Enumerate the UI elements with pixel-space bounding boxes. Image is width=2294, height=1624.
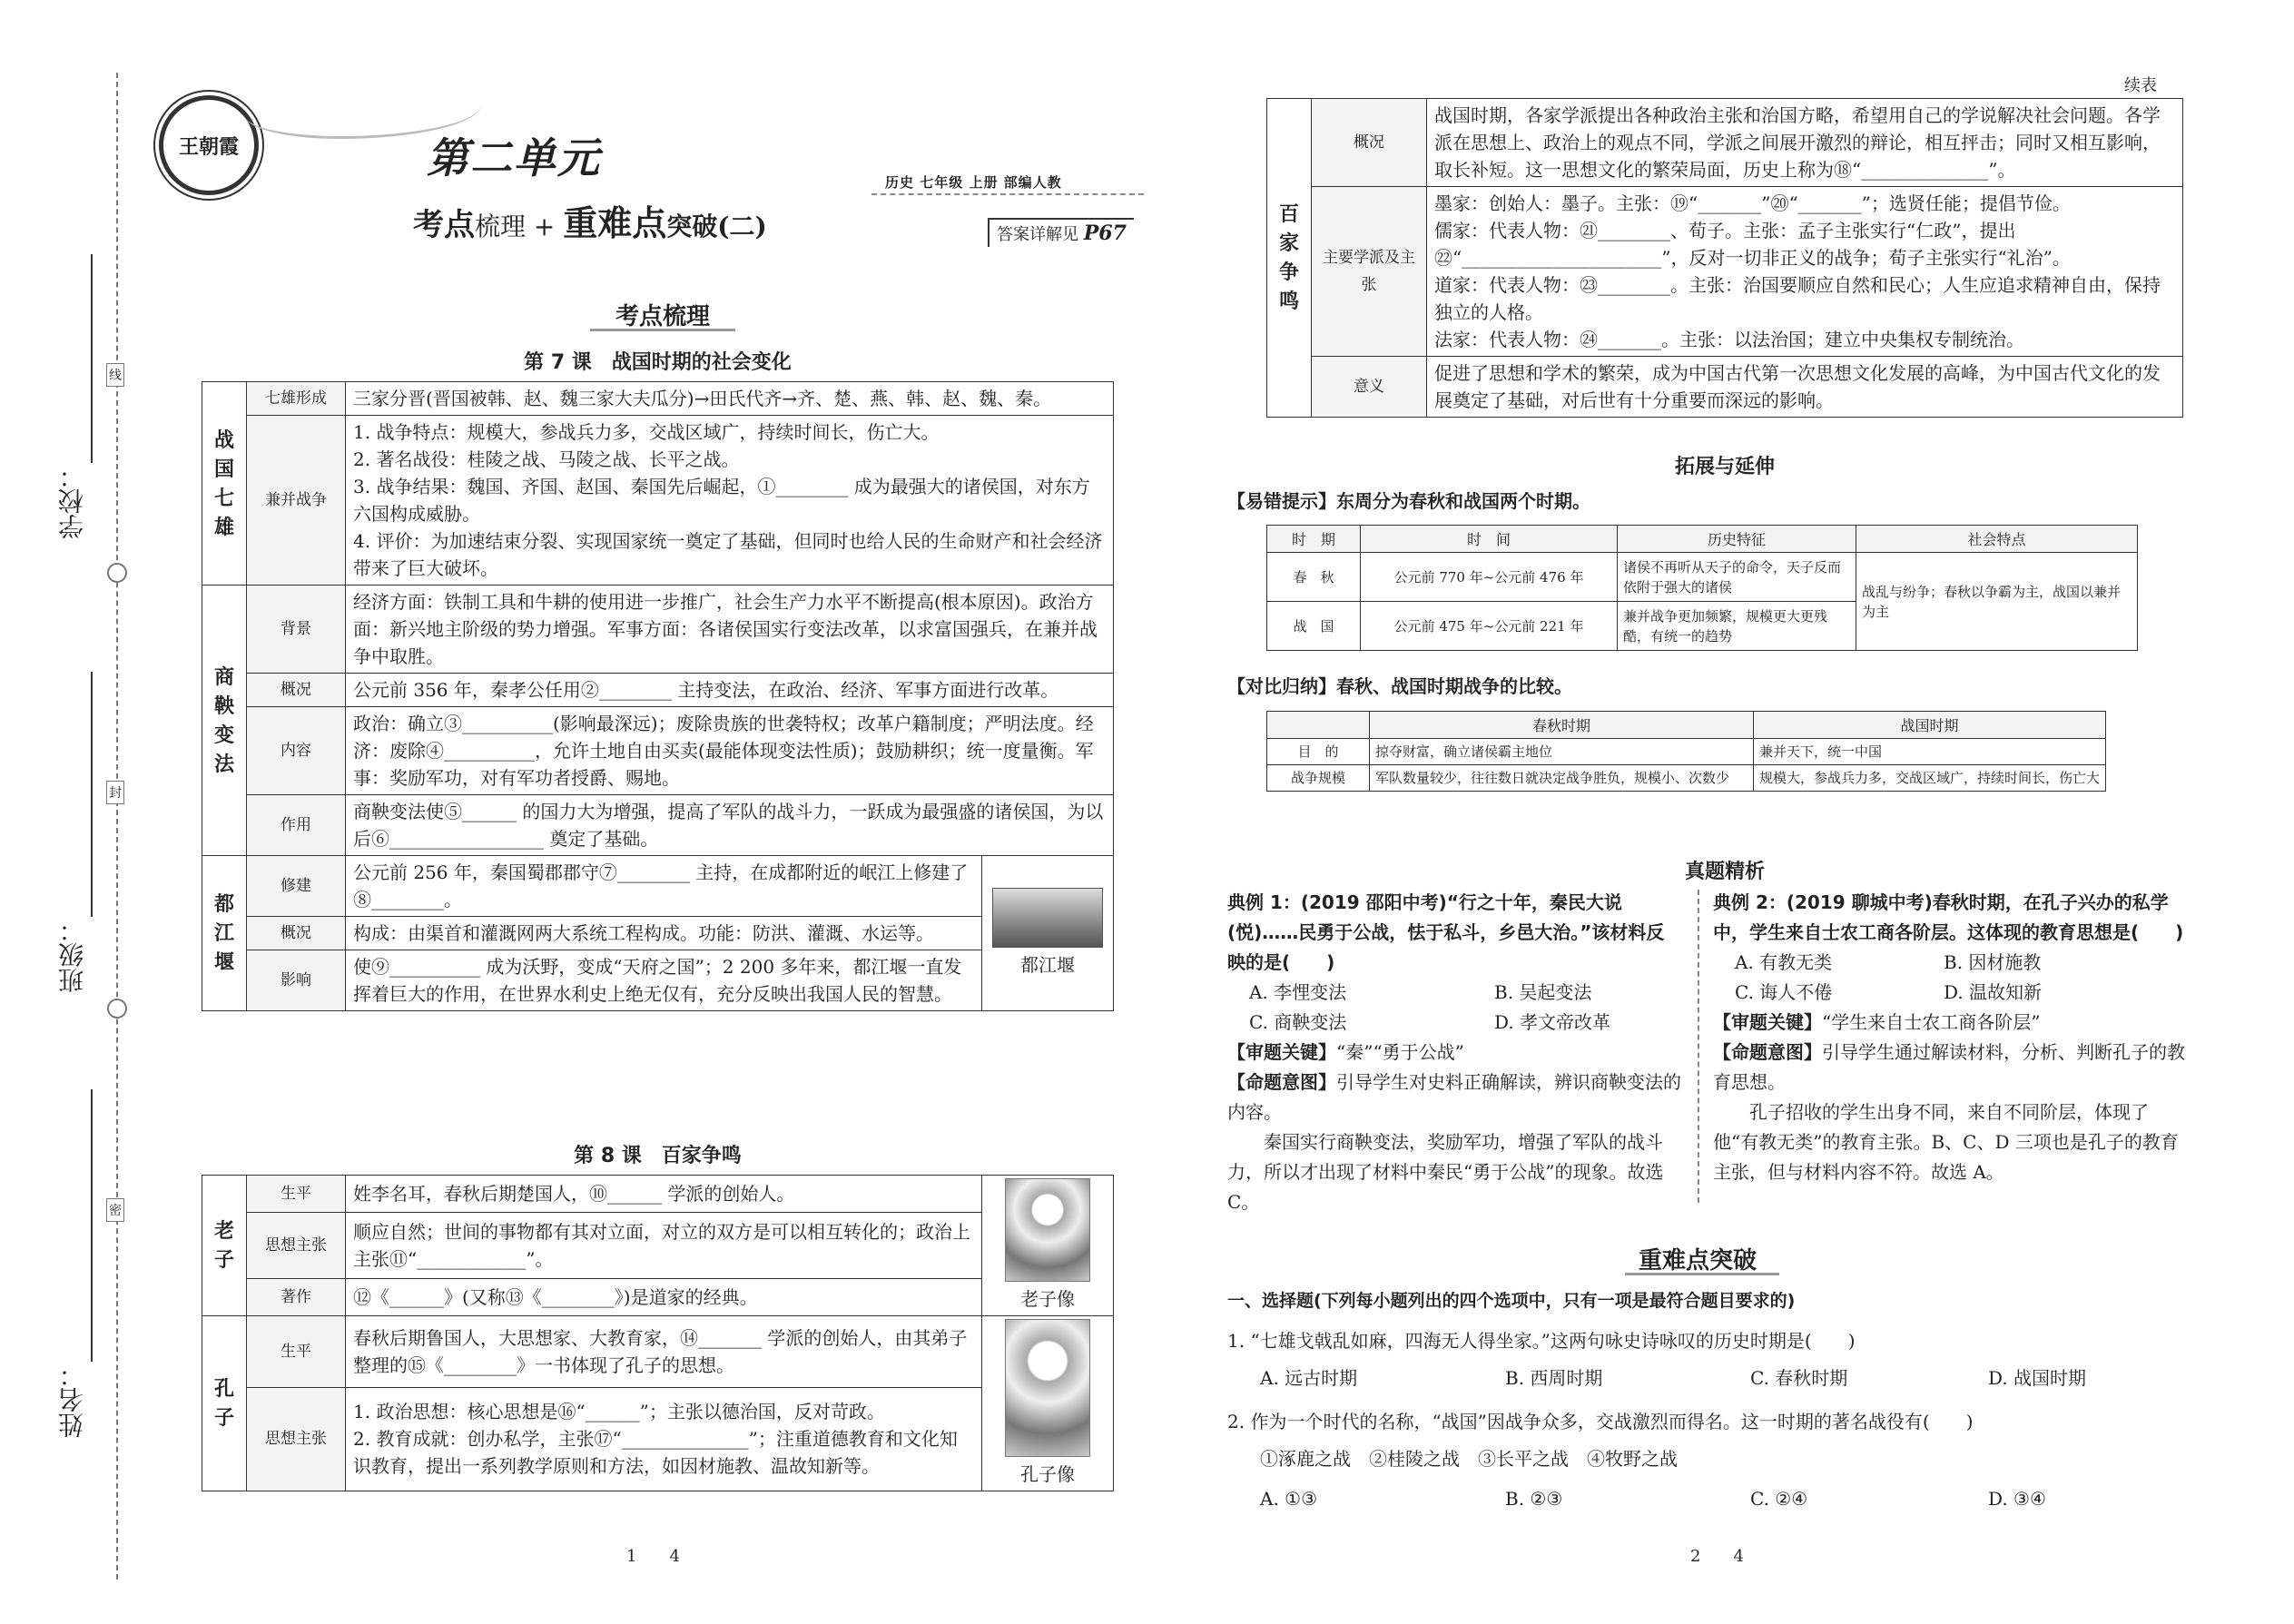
option-row [1227, 1358, 2190, 1398]
option-b[interactable]: B. ②③ [1505, 1488, 1563, 1510]
page-subtitle [413, 195, 767, 245]
list-item: 儒家：代表人物：㉑________、荀子。主张：孟子主张实行“仁政”，提出㉒“______________________”，反对一切非正义的战争；荀子主张实行“礼治”。 [1434, 220, 2071, 269]
table-row [1267, 712, 2106, 739]
section-shangyang: 商鞅变法 [202, 586, 247, 856]
unit-title: 第二单元 [427, 133, 601, 182]
column-header: 战国时期 [1754, 712, 2106, 739]
section-baijia: 百家争鸣 [1267, 99, 1312, 418]
option-d[interactable]: D. ③④ [1988, 1488, 2046, 1510]
row-label: 思想主张 [247, 1212, 346, 1279]
section-heading: 一、选择题(下列每小题列出的四个选项中，只有一项是最符合题目要求的) [1227, 1291, 1796, 1311]
list-item: 4. 评价：为加速结束分裂、实现国家统一奠定了基础，但同时也给人民的生命财产和社会经济带来了巨大破坏。 [353, 530, 1103, 579]
option-row [1227, 978, 1681, 1008]
table-row [202, 856, 1114, 917]
baijia-table [1266, 98, 2183, 418]
header-dashed-line [871, 193, 1144, 195]
option-d[interactable]: D. 孝文帝改革 [1494, 1011, 1611, 1033]
table-cell: 规模大，参战兵力多，交战区域广，持续时间长，伤亡大 [1754, 765, 2106, 792]
lesson7-table [202, 381, 1114, 1011]
option-b[interactable]: B. 西周时期 [1505, 1367, 1603, 1389]
tip-duibi [1227, 672, 1572, 702]
option-row [1713, 978, 2185, 1008]
option-c[interactable]: C. 商鞅变法 [1249, 1011, 1347, 1033]
lesson8-table [202, 1175, 1114, 1491]
row-label: 兼并战争 [247, 416, 346, 586]
row-text: 构成：由渠首和灌溉网两大系统工程构成。功能：防洪、灌溉、水运等。 [346, 917, 982, 950]
row-label: 概况 [1312, 99, 1427, 187]
table-row [202, 1316, 1114, 1388]
option-a[interactable]: A. ①③ [1260, 1488, 1318, 1510]
book-tags: 历史 七年级 上册 部编人教 [885, 174, 1062, 191]
option-c[interactable]: C. 春秋时期 [1750, 1367, 1848, 1389]
row-label: 生平 [247, 1316, 346, 1388]
row-label: 主要学派及主张 [1312, 187, 1427, 357]
row-text: 姓李名耳，春秋后期楚国人，⑩______ 学派的创始人。 [346, 1176, 982, 1213]
class-label: 班级： [57, 917, 87, 993]
table-cell: 战 国 [1267, 602, 1361, 651]
row-text: 战国时期，各家学派提出各种政治主张和治国方略，希望用自己的学说解决社会问题。各学派在思想上、政治上的观点不同，学派之间展开激烈的辩论，相互抨击；同时又相互影响，取长补短。这一思想文化的繁荣局面，历史上称为⑱“______________”。 [1427, 99, 2183, 187]
row-label: 背景 [247, 586, 346, 674]
option-d[interactable]: D. 温故知新 [1944, 981, 2043, 1003]
section-kongzi: 孔子 [202, 1316, 247, 1491]
column-header [1267, 712, 1370, 739]
table-row [202, 1279, 1114, 1316]
option-row [1227, 1479, 2190, 1519]
option-row [1713, 948, 2185, 978]
image-caption: 老子像 [1020, 1288, 1075, 1310]
lesson7-title: 第 7 课 战国时期的社会变化 [524, 351, 792, 374]
tip-label: 【对比归纳】 [1227, 675, 1336, 697]
table-row [202, 1212, 1114, 1279]
row-label: 著作 [247, 1279, 346, 1316]
tip-yicuo [1227, 487, 1590, 517]
intent: 【命题意图】引导学生对史料正确解读，辨识商鞅变法的内容。 [1227, 1071, 1681, 1123]
question-1 [1227, 1324, 2190, 1398]
row-label: 思想主张 [247, 1387, 346, 1491]
zhenti-title: 真题精析 [1684, 861, 1765, 883]
tip-label: 【易错提示】 [1227, 490, 1336, 512]
section-zhanguo: 战国七雄 [202, 382, 247, 586]
binding-margin [0, 0, 145, 1624]
question-stem: 典例 2：(2019 聊城中考)春秋时期，在孔子兴办的私学中，学生来自士农工商各阶层。这体现的教育思想是( ) [1713, 891, 2184, 943]
table-cell: 春 秋 [1267, 553, 1361, 602]
page-number-right: 2 4 [1690, 1547, 1744, 1566]
row-label: 作用 [247, 795, 346, 856]
subtitle-kaodian: 考点 [413, 207, 475, 243]
row-text: 促进了思想和学术的繁荣，成为中国古代第一次思想文化发展的高峰，为中国古代文化的发展奠定了基础，对后世有十分重要而深远的影响。 [1427, 357, 2183, 418]
table-cell: 诸侯不再听从天子的命令，天子反而依附于强大的诸侯 [1618, 553, 1856, 602]
logo-seal-icon: 王朝霞 [159, 95, 259, 195]
row-text: 商鞅变法使⑤______ 的国力大为增强，提高了军队的战斗力，一跃成为最强盛的诸侯国，为以后⑥_________________ 奠定了基础。 [346, 795, 1114, 856]
tuozhan-title: 拓展与延伸 [1674, 456, 1775, 478]
option-c[interactable]: C. 诲人不倦 [1735, 981, 1833, 1003]
zhongnan-title: 重难点突破 [1638, 1247, 1757, 1275]
column-header: 春秋时期 [1370, 712, 1754, 739]
question-items: ①涿鹿之战 ②桂陵之战 ③长平之战 ④牧野之战 [1260, 1448, 1678, 1470]
answer-reference: 答案详解见 P67 [988, 218, 1134, 247]
row-text [1427, 187, 2183, 357]
list-item: 3. 战争结果：魏国、齐国、赵国、秦国先后崛起，①________ 成为最强大的诸侯国，对东方六国构成威胁。 [353, 476, 1090, 525]
table-row [202, 1387, 1114, 1491]
table-cell: 战乱与纷争；春秋以争霸为主，战国以兼并为主 [1856, 553, 2138, 651]
option-d[interactable]: D. 战国时期 [1988, 1367, 2087, 1389]
table-cell: 公元前 475 年~公元前 221 年 [1361, 602, 1618, 651]
row-text: 顺应自然；世间的事物都有其对立面，对立的双方是可以相互转化的；政治上主张⑪“____________”。 [346, 1212, 982, 1279]
table-row [1267, 739, 2106, 765]
table-cell: 军队数量较少，往往数日就决定战争胜负，规模小、次数少 [1370, 765, 1754, 792]
kongzi-image-cell [982, 1316, 1114, 1491]
binding-hole-icon [107, 563, 127, 583]
row-label: 修建 [247, 856, 346, 917]
list-item: 道家：代表人物：㉓________。主张：治国要顺应自然和民心；人生应追求精神自由，保持独立的人格。 [1434, 274, 2161, 323]
subtitle-shuli: 梳理 + [475, 212, 564, 241]
kongzi-portrait [1005, 1319, 1090, 1457]
brand-logo [159, 95, 259, 195]
table-cell: 掠夺财富，确立诸侯霸主地位 [1370, 739, 1754, 765]
table-row [202, 707, 1114, 795]
list-item: 1. 政治思想：核心思想是⑯“______”；主张以德治国，反对苛政。 [353, 1401, 885, 1423]
option-a[interactable]: A. 远古时期 [1260, 1367, 1358, 1389]
dujiangyan-image-cell [982, 856, 1114, 1011]
row-label: 影响 [247, 950, 346, 1011]
class-underline [91, 672, 93, 917]
question-stem: 典例 1：(2019 邵阳中考)“行之十年，秦民大说(悦)……民勇于公战，怯于私斗，乡邑大治。”该材料反映的是( ) [1227, 891, 1665, 973]
section-laozi: 老子 [202, 1176, 247, 1316]
list-item: 墨家：创始人：墨子。主张：⑲“_______”⑳“_______”；选贤任能；提倡节俭。 [1434, 192, 2071, 214]
table-row [1267, 553, 2138, 602]
row-label: 内容 [247, 707, 346, 795]
table-row [202, 917, 1114, 950]
table-row [202, 586, 1114, 674]
table-row [1267, 187, 2183, 357]
name-underline [91, 1089, 93, 1362]
analysis: 秦国实行商鞅变法，奖励军功，增强了军队的战斗力，所以才出现了材料中秦民“勇于公战”的现象。故选 C。 [1227, 1131, 1664, 1213]
column-header: 历史特征 [1618, 526, 1856, 553]
table-cell: 战争规模 [1267, 765, 1370, 792]
column-header: 时 期 [1267, 526, 1361, 553]
subtitle-zhongnandian: 重难点 [563, 202, 667, 243]
continued-label: 续表 [2124, 76, 2157, 95]
school-label: 学校： [57, 463, 87, 539]
row-label: 生平 [247, 1176, 346, 1213]
row-text: ⑫《______》(又称⑬《________》)是道家的经典。 [346, 1279, 982, 1316]
list-item: 2. 教育成就：创办私学，主张⑰“______________”；注重道德教育和文化知识教育，提出一系列教学原则和方法，如因材施教、温故知新等。 [353, 1428, 958, 1478]
name-label: 姓名： [57, 1362, 87, 1438]
section-dujiangyan: 都江堰 [202, 856, 247, 1011]
laozi-image-cell [982, 1176, 1114, 1316]
row-text: 公元前 356 年，秦孝公任用②________ 主持变法，在政治、经济、军事方面进行改革。 [346, 674, 1114, 707]
table-row [202, 382, 1114, 416]
row-label: 概况 [247, 674, 346, 707]
column-header: 社会特点 [1856, 526, 2138, 553]
page-number-left: 1 4 [626, 1547, 680, 1566]
option-b[interactable]: B. 吴起变法 [1494, 981, 1592, 1003]
table-row [1267, 357, 2183, 418]
table-row [202, 1176, 1114, 1213]
subtitle-tupo: 突破(二) [666, 212, 767, 241]
image-caption: 孔子像 [1020, 1463, 1075, 1485]
row-label: 概况 [247, 917, 346, 950]
list-item: 1. 战争特点：规模大，参战兵力多，交战区域广，持续时间长，伤亡大。 [353, 421, 940, 443]
period-table [1266, 525, 2138, 651]
list-item: 法家：代表人物：㉔_______。主张：以法治国；建立中央集权专制统治。 [1434, 329, 2024, 350]
table-cell: 目 的 [1267, 739, 1370, 765]
table-row [202, 950, 1114, 1011]
example-2 [1713, 888, 2185, 1187]
zhongnan-underline [1625, 1273, 1779, 1275]
row-label: 意义 [1312, 357, 1427, 418]
seal-mark-feng: 封 [106, 781, 124, 804]
row-text: 使⑨__________ 成为沃野，变成“天府之国”；2 200 多年来，都江堰一直发挥着巨大的作用，在世界水利史上绝无仅有，充分反映出我国人民的智慧。 [346, 950, 982, 1011]
table-row [1267, 99, 2183, 187]
kaodian-title: 考点梳理 [615, 303, 710, 330]
example-1 [1227, 888, 1681, 1217]
tip-text: 春秋、战国时期战争的比较。 [1336, 675, 1572, 697]
option-b[interactable]: B. 因材施教 [1944, 951, 2042, 973]
question-stem: 2. 作为一个时代的名称，“战国”因战争众多，交战激烈而得名。这一时期的著名战役有( ) [1227, 1411, 1974, 1432]
row-text: 春秋后期鲁国人，大思想家、大教育家，⑭_______ 学派的创始人，由其弟子整理的⑮《________》一书体现了孔子的思想。 [346, 1316, 982, 1388]
row-text: 三家分晋(晋国被韩、赵、魏三家大夫瓜分)→田氏代齐→齐、楚、燕、韩、赵、魏、秦。 [346, 382, 1114, 416]
school-underline [91, 254, 93, 463]
row-text [346, 1387, 982, 1491]
tip-text: 东周分为春秋和战国两个时期。 [1336, 490, 1590, 512]
image-caption: 都江堰 [1020, 954, 1075, 976]
key-point: 【审题关键】“秦”“勇于公战” [1227, 1041, 1464, 1063]
table-cell: 兼并战争更加频繁，规模更大更残酷，有统一的趋势 [1618, 602, 1856, 651]
list-item: 2. 著名战役：桂陵之战、马陵之战、长平之战。 [353, 448, 740, 470]
seal-mark-xian: 线 [106, 363, 124, 387]
kaodian-underline [590, 329, 735, 331]
option-a[interactable]: A. 有教无类 [1735, 951, 1833, 973]
table-row [202, 674, 1114, 707]
laozi-portrait [1005, 1178, 1090, 1282]
row-text: 经济方面：铁制工具和牛耕的使用进一步推广，社会生产力水平不断提高(根本原因)。政治方面：新兴地主阶级的势力增强。军事方面：各诸侯国实行变法改革，以求富国强兵，在兼并战争中取胜。 [346, 586, 1114, 674]
table-row [202, 795, 1114, 856]
key-point: 【审题关键】“学生来自士农工商各阶层” [1713, 1011, 2041, 1033]
margin-dashed-line [116, 73, 118, 1580]
table-row [1267, 526, 2138, 553]
row-text: 政治：确立③__________(影响最深远)；废除贵族的世袭特权；改革户籍制度；严明法度。经济：废除④__________，允许土地自由买卖(最能体现变法性质)；鼓励耕织；统一度量衡。军事：奖励军功，对有军功者授爵、赐地。 [346, 707, 1114, 795]
table-cell: 公元前 770 年~公元前 476 年 [1361, 553, 1618, 602]
intent: 【命题意图】引导学生通过解读材料，分析、判断孔子的教育思想。 [1713, 1041, 2185, 1093]
option-row [1227, 1008, 1681, 1038]
option-a[interactable]: A. 李悝变法 [1249, 981, 1347, 1003]
table-row [1267, 765, 2106, 792]
binding-hole-icon [107, 999, 127, 1019]
column-divider [1698, 890, 1699, 1203]
row-text: 公元前 256 年，秦国蜀郡郡守⑦________ 主持，在成都附近的岷江上修建了⑧________。 [346, 856, 982, 917]
war-compare-table [1266, 711, 2106, 792]
answer-page: P67 [1083, 221, 1127, 245]
dujiangyan-photo [992, 888, 1103, 948]
column-header: 时 间 [1361, 526, 1618, 553]
option-c[interactable]: C. ②④ [1750, 1488, 1808, 1510]
question-2 [1227, 1404, 2190, 1519]
analysis: 孔子招收的学生出身不同，来自不同阶层，体现了他“有教无类”的教育主张。B、C、D 三项也是孔子的教育主张，但与材料内容不符。故选 A。 [1713, 1101, 2179, 1183]
row-text [346, 416, 1114, 586]
lesson8-title: 第 8 课 百家争鸣 [574, 1145, 742, 1167]
table-row [202, 416, 1114, 586]
table-cell: 兼并天下，统一中国 [1754, 739, 2106, 765]
seal-mark-mi: 密 [106, 1198, 124, 1222]
row-label: 七雄形成 [247, 382, 346, 416]
question-stem: 1. “七雄戈戟乱如麻，四海无人得坐家。”这两句咏史诗咏叹的历史时期是( ) [1227, 1330, 1856, 1352]
